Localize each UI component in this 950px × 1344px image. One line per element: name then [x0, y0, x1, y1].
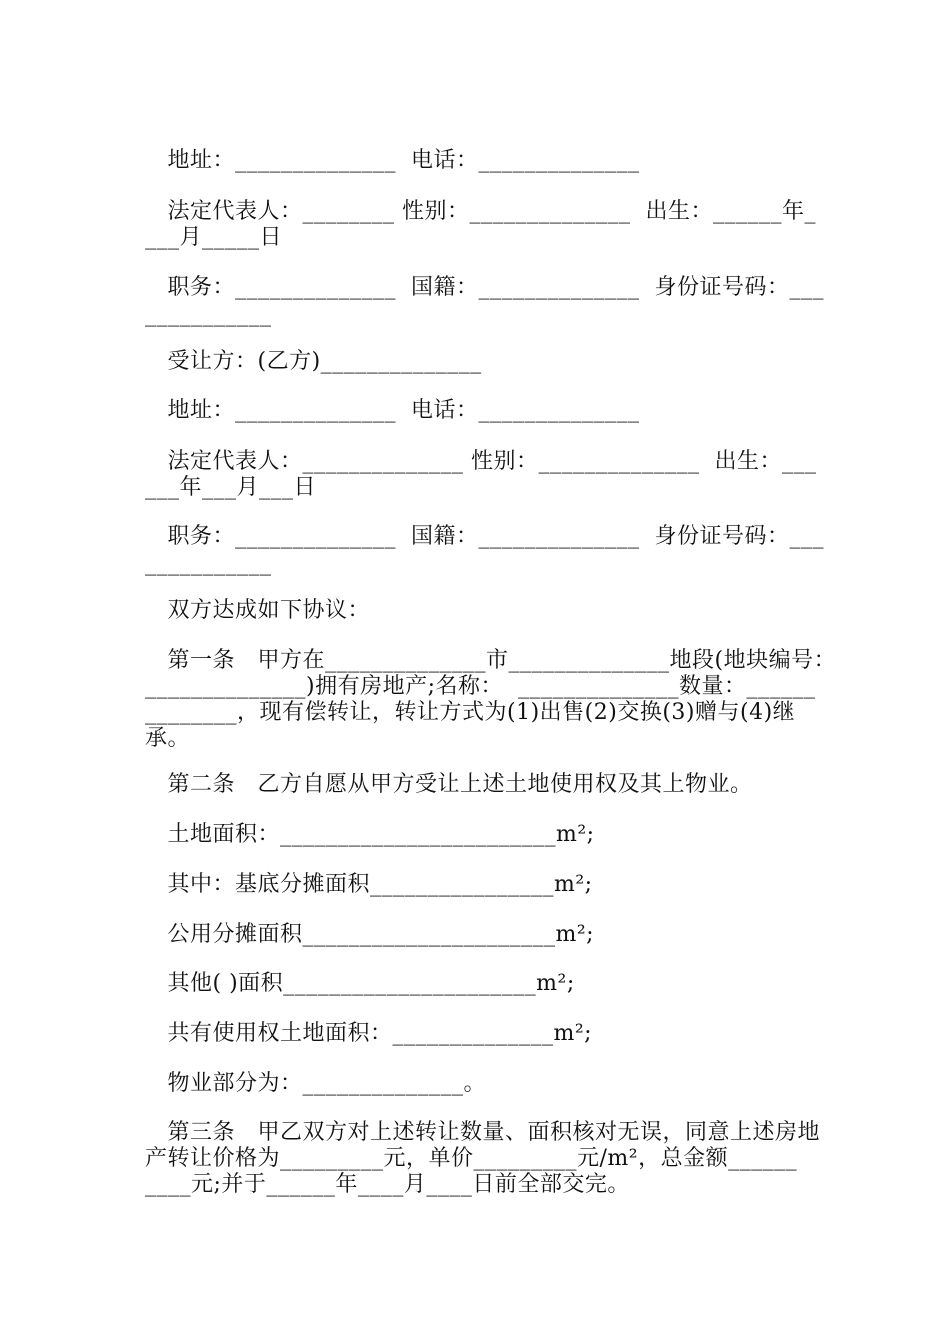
party-a-birth-continuation-line: ___月_____日 — [145, 225, 283, 250]
article-3-line-1: 第三条 甲乙双方对上述转让数量、面积核对无误，同意上述房地 — [145, 1120, 821, 1145]
party-a-address-phone-line: 地址：______________ 电话：______________ — [145, 148, 640, 173]
other-area-line: 其他( )面积______________________m²; — [145, 971, 575, 996]
co-owned-land-area-line: 共有使用权土地面积：______________m²; — [145, 1021, 593, 1046]
land-area-line: 土地面积：________________________m²; — [145, 822, 595, 847]
public-shared-area-line: 公用分摊面积______________________m²; — [145, 922, 595, 947]
party-a-id-continuation-line: ___________ — [145, 302, 272, 327]
party-b-birth-continuation-line: ___年___月___日 — [145, 475, 317, 500]
party-b-legal-rep-line: 法定代表人：______________ 性别：______________ 出生：___ — [145, 449, 817, 474]
property-part-line: 物业部分为：______________。 — [145, 1071, 487, 1096]
article-1-line-2: ______________)拥有房地产;名称： ______________数量：______ — [145, 674, 816, 699]
party-b-heading-line: 受让方：(乙方)______________ — [145, 349, 482, 374]
article-3-line-2: 产转让价格为_________元，单价_________元/m²，总金额______ — [145, 1146, 798, 1171]
party-b-id-continuation-line: ___________ — [145, 551, 272, 576]
party-a-position-id-line: 职务：______________ 国籍：______________ 身份证号码：___ — [145, 275, 824, 300]
article-1-line-3: ________，现有偿转让，转让方式为(1)出售(2)交换(3)赠与(4)继 — [145, 700, 796, 725]
article-1-line-4: 承。 — [145, 726, 191, 751]
party-a-legal-rep-line: 法定代表人：________ 性别：______________ 出生：______年_ — [145, 199, 816, 224]
article-3-line-3: ____元;并于______年____月____日前全部交完。 — [145, 1172, 630, 1197]
party-b-position-id-line: 职务：______________ 国籍：______________ 身份证号码：___ — [145, 524, 824, 549]
party-b-address-phone-line: 地址：______________ 电话：______________ — [145, 398, 640, 423]
agreement-intro-line: 双方达成如下协议： — [145, 598, 371, 623]
base-shared-area-line: 其中：基底分摊面积________________m²; — [145, 872, 593, 897]
article-1-line-1: 第一条 甲方在______________市______________地段(地块编号： — [145, 648, 837, 673]
article-2-line: 第二条 乙方自愿从甲方受让上述土地使用权及其上物业。 — [145, 772, 753, 797]
